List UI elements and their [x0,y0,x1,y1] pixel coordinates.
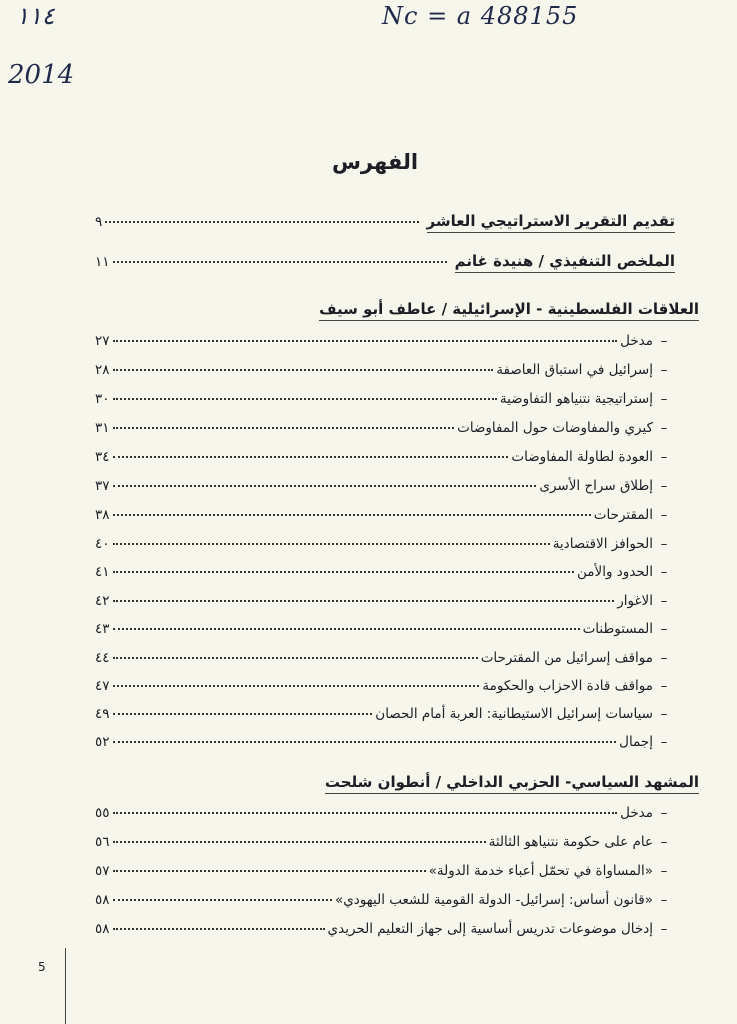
toc-entry-text: الحوافز الاقتصادية [552,536,653,552]
dot-leader [113,542,550,545]
toc-entry [95,921,675,937]
toc-entry-page: ٤٧ [95,678,110,694]
toc-entry-text: المستوطنات [582,621,653,637]
toc-entry-text: الملخص التنفيذي / هنيدة غانم [455,252,675,273]
margin-line [65,948,66,1024]
toc-entry-page: ٤٩ [95,706,110,722]
toc-entry [95,621,675,637]
bullet-dash: – [660,892,668,908]
toc-entry [95,892,675,908]
toc-entry [95,650,675,666]
bullet-dash: – [660,449,668,465]
toc-major-entry [95,252,675,273]
bullet-dash: – [660,650,668,666]
bullet-dash: – [660,564,668,580]
toc-entry [95,507,675,523]
page-title: الفهرس [331,150,419,174]
dot-leader [113,656,478,659]
toc-entry [95,478,675,494]
toc-entry-page: ١١ [95,254,110,270]
toc-entry [95,834,675,850]
dot-leader [113,869,426,872]
toc-entry-text: مدخل [620,805,653,821]
section-heading: العلاقات الفلسطينية - الإسرائيلية / عاطف أبو سيف [319,300,699,321]
toc-entry-page: ٥٧ [95,863,110,879]
bullet-dash: – [660,478,668,494]
bullet-dash: – [660,834,668,850]
dot-leader [113,811,618,814]
toc-entry-page: ٣٠ [95,391,110,407]
dot-leader [113,397,497,400]
toc-entry-page: ٢٧ [95,333,110,349]
toc-entry-page: ٥٥ [95,805,110,821]
toc-entry-page: ٤٠ [95,536,110,552]
bullet-dash: – [660,536,668,552]
section-heading: المشهد السياسي- الحزبي الداخلي / أنطوان شلحت [325,773,699,794]
toc-entry-text: سياسات إسرائيل الاستيطانية: العربة أمام الحصان [375,706,653,722]
toc-entry-text: إجمال [619,734,653,750]
toc-entry [95,805,675,821]
toc-entry-text: مواقف إسرائيل من المقترحات [480,650,653,666]
toc-entry-page: ٥٨ [95,921,110,937]
toc-entry-text: «قانون أساس: إسرائيل- الدولة القومية للشعب اليهودي» [334,892,653,908]
toc-entry-page: ٥٨ [95,892,110,908]
dot-leader [113,927,325,930]
bullet-dash: – [660,333,668,349]
toc-entry [95,678,675,694]
dot-leader [113,484,537,487]
dot-leader [105,220,418,223]
dot-leader [113,684,480,687]
toc-entry-page: ٣٤ [95,449,110,465]
bullet-dash: – [660,921,668,937]
toc-entry-text: الحدود والأمن [577,564,653,580]
dot-leader [113,260,447,263]
bullet-dash: – [660,863,668,879]
toc-entry [95,449,675,465]
toc-entry-page: ٥٢ [95,734,110,750]
toc-entry [95,391,675,407]
toc-entry-text: الاغوار [617,593,653,609]
dot-leader [113,339,618,342]
bullet-dash: – [660,734,668,750]
bullet-dash: – [660,678,668,694]
toc-entry-page: ٤٣ [95,621,110,637]
toc-entry [95,333,675,349]
toc-entry-page: ٩ [95,214,103,230]
handwritten-number: ١١٤ [16,2,55,30]
toc-entry [95,536,675,552]
toc-entry-text: عام على حكومة نتنياهو الثالثة [488,834,653,850]
toc-entry [95,706,675,722]
bullet-dash: – [660,362,668,378]
dot-leader [113,840,486,843]
toc-entry-text: كيري والمفاوضات حول المفاوضات [457,420,653,436]
toc-entry-text: العودة لطاولة المفاوضات [511,449,653,465]
toc-entry [95,734,675,750]
bullet-dash: – [660,706,668,722]
toc-entry-page: ٤٢ [95,593,110,609]
handwritten-year: 2014 [8,60,75,90]
bullet-dash: – [660,507,668,523]
bullet-dash: – [660,391,668,407]
dot-leader [113,740,617,743]
toc-entry-text: إدخال موضوعات تدريس أساسية إلى جهاز التعليم الحريدي [327,921,653,937]
toc-entry-text: إستراتيجية نتنياهو التفاوضية [499,391,653,407]
toc-entry [95,863,675,879]
toc-entry-page: ٣١ [95,420,110,436]
page-number: 5 [38,960,46,974]
bullet-dash: – [660,593,668,609]
toc-entry-page: ٢٨ [95,362,110,378]
dot-leader [113,368,494,371]
dot-leader [113,570,575,573]
toc-entry-text: «المساواة في تحمّل أعباء خدمة الدولة» [428,863,653,879]
toc-entry-page: ٣٧ [95,478,110,494]
dot-leader [113,599,615,602]
toc-entry [95,564,675,580]
toc-entry-page: ٥٦ [95,834,110,850]
toc-entry [95,593,675,609]
bullet-dash: – [660,621,668,637]
toc-entry-text: مدخل [620,333,653,349]
dot-leader [113,627,580,630]
dot-leader [113,898,332,901]
handwritten-reference: Nc = a 488155 [382,2,579,30]
bullet-dash: – [660,805,668,821]
toc-entry-text: إسرائيل في استباق العاصفة [496,362,653,378]
toc-entry-text: مواقف قادة الاحزاب والحكومة [482,678,653,694]
toc-entry-page: ٤٤ [95,650,110,666]
dot-leader [113,513,591,516]
toc-entry-text: إطلاق سراح الأسرى [539,478,653,494]
toc-entry-text: تقديم التقرير الاستراتيجي العاشر [427,212,676,233]
toc-entry-text: المقترحات [593,507,653,523]
toc-major-entry [95,212,675,233]
toc-entry-page: ٤١ [95,564,110,580]
dot-leader [113,426,455,429]
dot-leader [113,455,509,458]
toc-entry-page: ٣٨ [95,507,110,523]
bullet-dash: – [660,420,668,436]
toc-entry [95,362,675,378]
toc-entry [95,420,675,436]
dot-leader [113,712,373,715]
